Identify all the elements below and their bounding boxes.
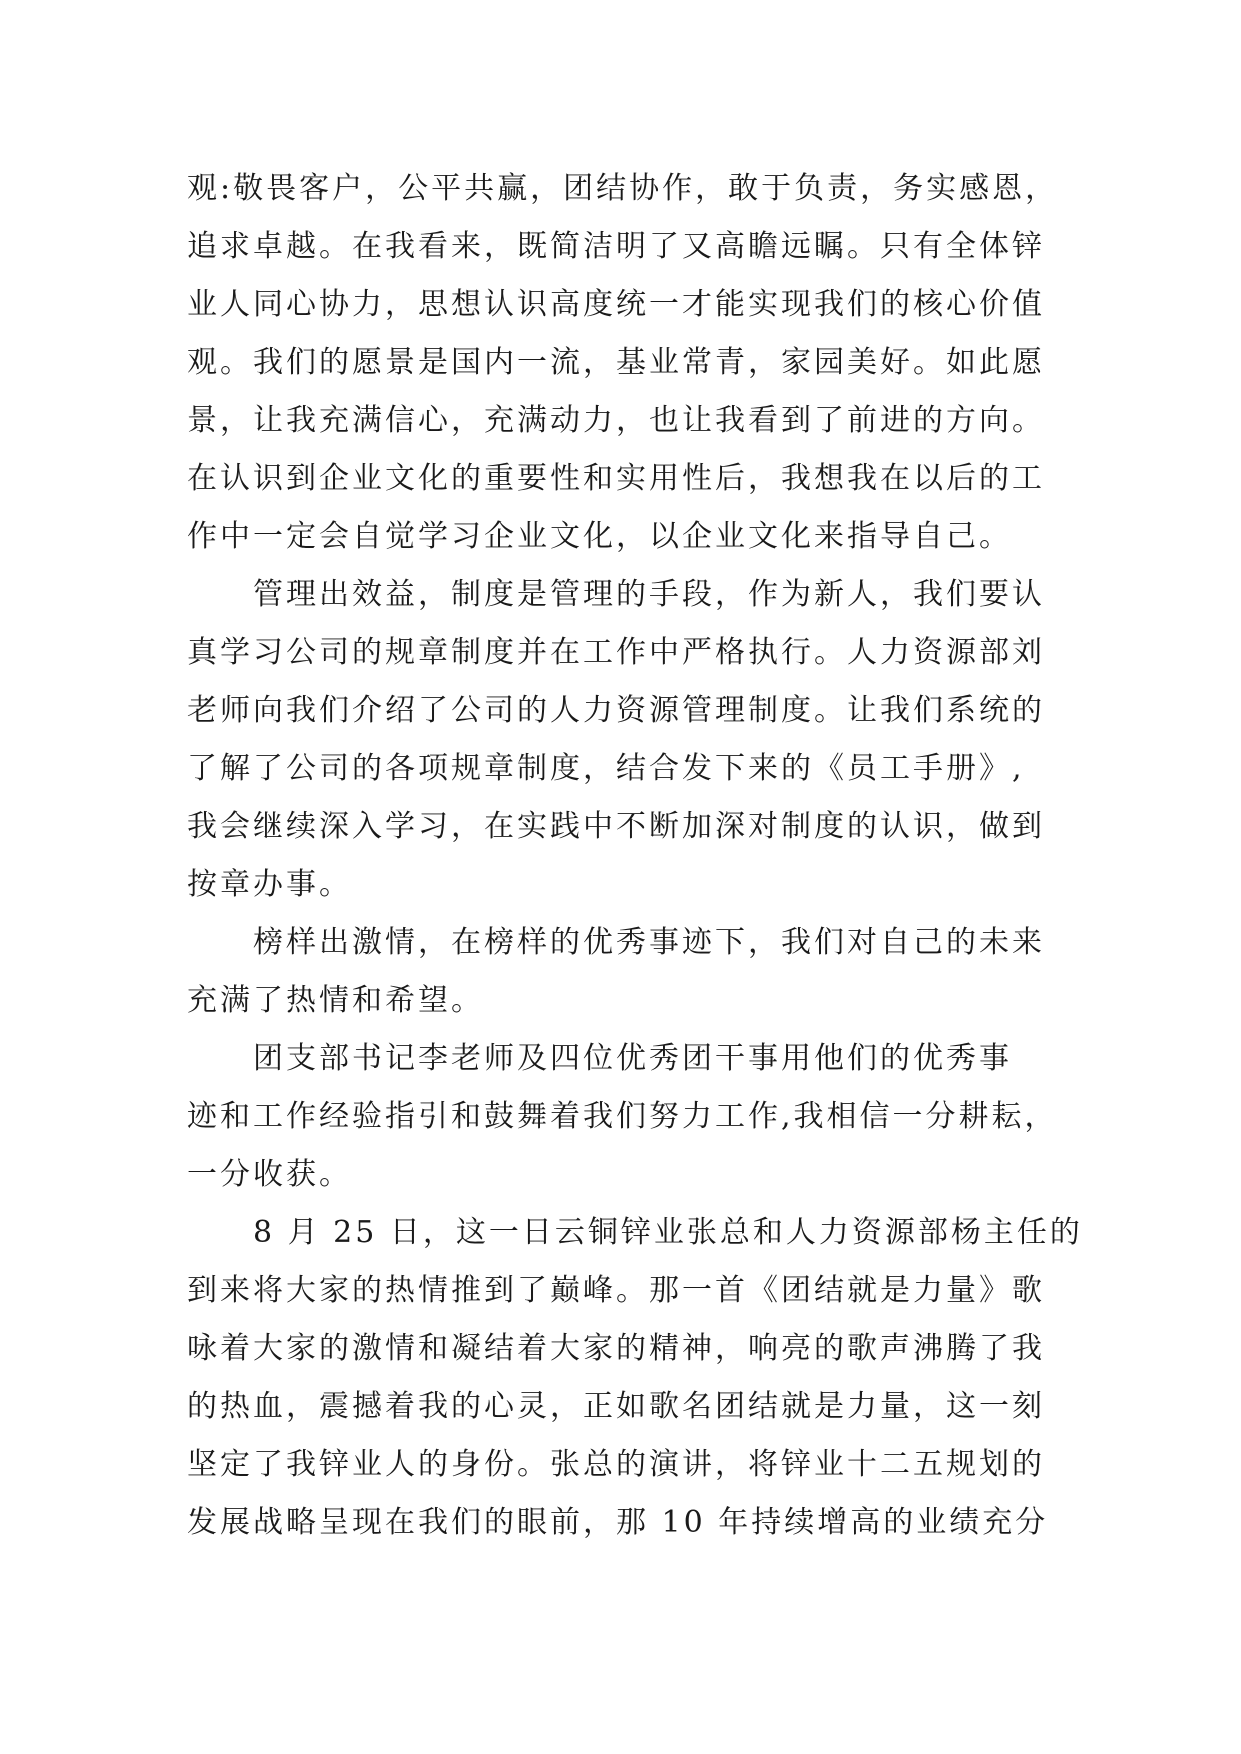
text-line: 景，让我充满信心，充满动力，也让我看到了前进的方向。 [187,403,1045,438]
text-line: 充满了热情和希望。 [187,983,484,1018]
text-line: 一分收获。 [187,1157,352,1192]
text-line: 真学习公司的规章制度并在工作中严格执行。人力资源部刘 [187,635,1045,670]
text-line: 在认识到企业文化的重要性和实用性后，我想我在以后的工 [187,461,1045,496]
text-line: 了解了公司的各项规章制度，结合发下来的《员工手册》, [187,751,1025,786]
text-line: 8 月 25 日，这一日云铜锌业张总和人力资源部杨主任的 [253,1215,1083,1250]
text-line: 作中一定会自觉学习企业文化，以企业文化来指导自己。 [187,519,1012,554]
text-line: 业人同心协力，思想认识高度统一才能实现我们的核心价值 [187,287,1045,322]
text-line: 迹和工作经验指引和鼓舞着我们努力工作,我相信一分耕耘， [187,1099,1058,1134]
text-line: 榜样出激情，在榜样的优秀事迹下，我们对自己的未来 [253,925,1045,960]
text-line: 到来将大家的热情推到了巅峰。那一首《团结就是力量》歌 [187,1273,1045,1308]
text-line: 按章办事。 [187,867,352,902]
text-line: 管理出效益，制度是管理的手段，作为新人，我们要认 [253,577,1045,612]
text-line: 咏着大家的激情和凝结着大家的精神，响亮的歌声沸腾了我 [187,1331,1045,1366]
body-text [187,160,1083,1552]
text-line: 我会继续深入学习，在实践中不断加深对制度的认识，做到 [187,809,1045,844]
text-line: 发展战略呈现在我们的眼前，那 10 年持续增高的业绩充分 [187,1505,1049,1540]
text-line: 追求卓越。在我看来，既简洁明了又高瞻远瞩。只有全体锌 [187,229,1045,264]
text-line: 观:敬畏客户，公平共赢，团结协作，敢于负责，务实感恩， [187,171,1059,206]
text-line: 观。我们的愿景是国内一流，基业常青，家园美好。如此愿 [187,345,1045,380]
text-line: 老师向我们介绍了公司的人力资源管理制度。让我们系统的 [187,693,1045,728]
text-line: 坚定了我锌业人的身份。张总的演讲，将锌业十二五规划的 [187,1447,1045,1482]
text-line: 团支部书记李老师及四位优秀团干事用他们的优秀事 [253,1041,1012,1076]
text-line: 的热血，震撼着我的心灵，正如歌名团结就是力量，这一刻 [187,1389,1045,1424]
